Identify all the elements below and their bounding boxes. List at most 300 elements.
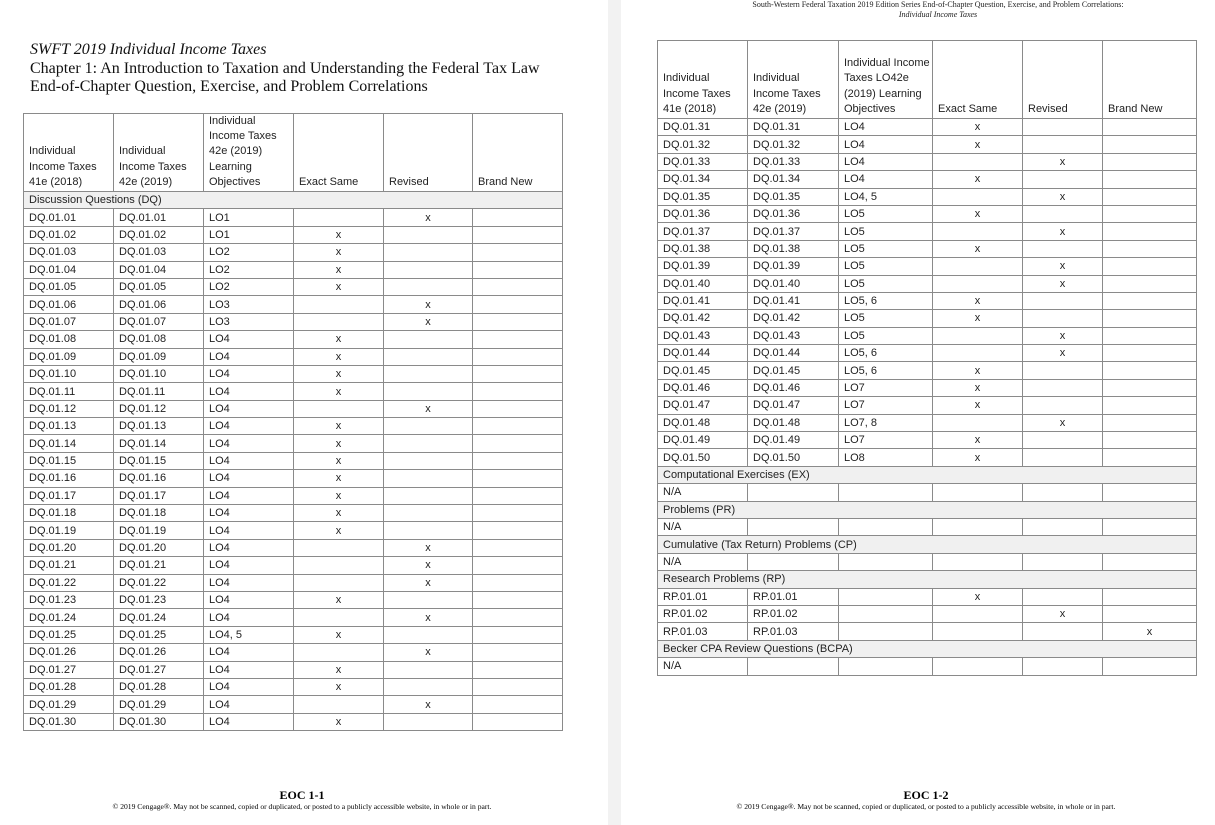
table-row — [658, 397, 1197, 414]
table-cell: DQ.01.33 — [748, 153, 839, 170]
table-cell: LO4 — [204, 609, 294, 626]
table-cell — [1103, 327, 1197, 344]
table-cell: x — [384, 696, 473, 713]
table-cell: LO4, 5 — [839, 188, 933, 205]
table-cell: DQ.01.45 — [748, 362, 839, 379]
table-cell: LO3 — [204, 313, 294, 330]
table-cell — [933, 484, 1023, 501]
table-cell: N/A — [658, 484, 748, 501]
table-cell: x — [933, 379, 1023, 396]
table-cell — [1103, 432, 1197, 449]
section-label: Discussion Questions (DQ) — [24, 192, 563, 209]
table-cell: x — [294, 470, 384, 487]
table-cell: DQ.01.26 — [114, 644, 204, 661]
table-cell: LO7 — [839, 397, 933, 414]
table-cell — [839, 623, 933, 640]
table-cell: DQ.01.27 — [24, 661, 114, 678]
table-cell: DQ.01.36 — [658, 205, 748, 222]
table-cell: x — [933, 397, 1023, 414]
table-row — [658, 119, 1197, 136]
running-head-line2: Individual Income Taxes — [898, 9, 978, 19]
table-cell — [473, 696, 563, 713]
table-cell — [384, 452, 473, 469]
document-title — [30, 41, 540, 97]
table-cell: x — [294, 713, 384, 730]
table-cell: DQ.01.20 — [24, 539, 114, 556]
table-cell: DQ.01.02 — [114, 226, 204, 243]
table-cell — [384, 365, 473, 382]
table-cell: DQ.01.05 — [24, 278, 114, 295]
section-row — [658, 640, 1197, 657]
table-cell: DQ.01.33 — [658, 153, 748, 170]
table-cell: x — [294, 244, 384, 261]
table-cell: DQ.01.39 — [658, 258, 748, 275]
table-cell: x — [933, 362, 1023, 379]
table-cell: DQ.01.12 — [24, 400, 114, 417]
table-cell: LO4 — [204, 348, 294, 365]
table-cell — [473, 539, 563, 556]
table-cell — [1103, 605, 1197, 622]
table-cell — [294, 400, 384, 417]
table-row — [24, 678, 563, 695]
table-cell — [1023, 432, 1103, 449]
table-cell — [294, 574, 384, 591]
section-row — [658, 571, 1197, 588]
table-cell — [1103, 397, 1197, 414]
table-cell: DQ.01.25 — [114, 626, 204, 643]
table-cell: x — [1023, 275, 1103, 292]
table-row — [658, 518, 1197, 535]
table-cell — [1023, 658, 1103, 675]
table-cell: DQ.01.05 — [114, 278, 204, 295]
table-cell: LO4 — [204, 713, 294, 730]
table-cell: LO5, 6 — [839, 345, 933, 362]
table-cell: x — [1023, 188, 1103, 205]
table-row — [658, 379, 1197, 396]
table-cell: DQ.01.38 — [658, 240, 748, 257]
table-cell — [384, 592, 473, 609]
table-cell: DQ.01.15 — [24, 452, 114, 469]
table-cell: DQ.01.50 — [658, 449, 748, 466]
table-cell: DQ.01.43 — [748, 327, 839, 344]
table-cell: DQ.01.08 — [24, 331, 114, 348]
table-row — [24, 313, 563, 330]
page-number: EOC 1-1 — [279, 788, 325, 802]
table-cell — [1023, 379, 1103, 396]
table-cell: DQ.01.41 — [658, 292, 748, 309]
table-cell — [473, 522, 563, 539]
table-cell: DQ.01.26 — [24, 644, 114, 661]
column-header: Individual Income Taxes 41e (2018) — [658, 41, 748, 119]
table-cell: DQ.01.39 — [748, 258, 839, 275]
table-cell: LO5 — [839, 275, 933, 292]
page-eoc-1-2 — [621, 0, 1215, 825]
table-cell: x — [294, 348, 384, 365]
column-header: Individual Income Taxes LO42e (2019) Learning Objectives — [839, 41, 933, 119]
table-row — [24, 661, 563, 678]
table-cell — [1103, 518, 1197, 535]
table-cell: DQ.01.40 — [748, 275, 839, 292]
table-cell: DQ.01.14 — [114, 435, 204, 452]
table-cell — [473, 365, 563, 382]
table-cell: DQ.01.17 — [24, 487, 114, 504]
table-cell: x — [933, 432, 1023, 449]
copyright-notice: © 2019 Cengage®. May not be scanned, copied or duplicated, or posted to a publicly accessible website, in whole or in part. — [736, 802, 1116, 811]
column-header: Individual Income Taxes 42e (2019) — [748, 41, 839, 119]
table-cell: x — [933, 119, 1023, 136]
section-row — [658, 466, 1197, 483]
table-row — [658, 658, 1197, 675]
table-cell — [839, 518, 933, 535]
table-cell: x — [384, 557, 473, 574]
table-cell: DQ.01.30 — [24, 713, 114, 730]
column-header: Exact Same — [933, 41, 1023, 119]
table-cell: x — [384, 400, 473, 417]
table-cell: x — [294, 661, 384, 678]
table-cell — [933, 223, 1023, 240]
table-cell: DQ.01.47 — [658, 397, 748, 414]
table-cell: x — [1103, 623, 1197, 640]
table-row — [24, 383, 563, 400]
table-cell: LO4 — [204, 470, 294, 487]
table-row — [658, 327, 1197, 344]
table-cell: RP.01.03 — [748, 623, 839, 640]
table-row — [24, 487, 563, 504]
table-cell: LO5 — [839, 258, 933, 275]
table-cell: x — [294, 383, 384, 400]
table-cell: DQ.01.21 — [114, 557, 204, 574]
table-cell: DQ.01.35 — [748, 188, 839, 205]
table-cell — [294, 539, 384, 556]
table-cell: DQ.01.13 — [114, 418, 204, 435]
table-cell: DQ.01.09 — [24, 348, 114, 365]
table-row — [24, 226, 563, 243]
table-row — [24, 626, 563, 643]
table-cell: DQ.01.40 — [658, 275, 748, 292]
table-cell: LO4 — [204, 400, 294, 417]
page-footer — [0, 789, 606, 811]
table-cell: DQ.01.18 — [24, 505, 114, 522]
table-cell: LO2 — [204, 244, 294, 261]
table-cell — [384, 244, 473, 261]
table-cell: x — [933, 205, 1023, 222]
table-cell — [933, 327, 1023, 344]
table-cell — [294, 209, 384, 226]
table-cell — [473, 296, 563, 313]
table-cell: LO5 — [839, 223, 933, 240]
table-cell: DQ.01.04 — [114, 261, 204, 278]
table-cell — [294, 644, 384, 661]
table-cell: DQ.01.19 — [114, 522, 204, 539]
table-cell: x — [933, 588, 1023, 605]
table-cell — [473, 435, 563, 452]
table-cell: LO4 — [204, 592, 294, 609]
table-row — [658, 553, 1197, 570]
section-row — [658, 536, 1197, 553]
table-cell — [839, 553, 933, 570]
table-cell: x — [1023, 153, 1103, 170]
table-cell: DQ.01.07 — [114, 313, 204, 330]
table-cell — [473, 557, 563, 574]
table-cell: x — [1023, 223, 1103, 240]
table-cell — [1023, 119, 1103, 136]
table-cell: DQ.01.03 — [24, 244, 114, 261]
table-cell: DQ.01.25 — [24, 626, 114, 643]
table-cell: DQ.01.47 — [748, 397, 839, 414]
table-cell: DQ.01.29 — [24, 696, 114, 713]
table-cell: DQ.01.20 — [114, 539, 204, 556]
table-cell: x — [384, 539, 473, 556]
table-cell: DQ.01.16 — [24, 470, 114, 487]
table-cell: DQ.01.37 — [748, 223, 839, 240]
table-cell — [1023, 623, 1103, 640]
table-row — [24, 435, 563, 452]
table-cell: DQ.01.18 — [114, 505, 204, 522]
table-cell: N/A — [658, 658, 748, 675]
table-cell: DQ.01.31 — [658, 119, 748, 136]
table-row — [658, 623, 1197, 640]
table-cell — [748, 553, 839, 570]
table-cell — [1103, 153, 1197, 170]
table-row — [24, 331, 563, 348]
table-cell — [933, 275, 1023, 292]
table-cell: LO1 — [204, 226, 294, 243]
table-cell: x — [294, 452, 384, 469]
table-cell: DQ.01.22 — [114, 574, 204, 591]
table-cell: LO4 — [204, 539, 294, 556]
table-cell — [1103, 310, 1197, 327]
table-row — [24, 539, 563, 556]
table-cell: DQ.01.15 — [114, 452, 204, 469]
table-row — [24, 209, 563, 226]
table-row — [658, 605, 1197, 622]
table-cell — [384, 505, 473, 522]
table-cell: DQ.01.13 — [24, 418, 114, 435]
table-cell — [748, 658, 839, 675]
table-cell — [384, 522, 473, 539]
table-cell: DQ.01.10 — [114, 365, 204, 382]
table-cell — [1023, 136, 1103, 153]
table-cell — [294, 296, 384, 313]
table-cell — [1103, 119, 1197, 136]
table-cell — [933, 345, 1023, 362]
table-row — [24, 452, 563, 469]
table-row — [24, 522, 563, 539]
table-cell — [473, 678, 563, 695]
table-cell: RP.01.01 — [748, 588, 839, 605]
table-cell — [473, 278, 563, 295]
table-row — [658, 310, 1197, 327]
table-cell — [384, 661, 473, 678]
table-row — [24, 348, 563, 365]
running-head-line1: South-Western Federal Taxation 2019 Edition Series End-of-Chapter Question, Exercise, and Problem Correlations: — [752, 0, 1124, 9]
table-cell — [1103, 205, 1197, 222]
table-cell — [384, 487, 473, 504]
table-row — [658, 223, 1197, 240]
table-cell: LO1 — [204, 209, 294, 226]
table-cell: x — [294, 418, 384, 435]
table-cell: LO4 — [204, 696, 294, 713]
table-cell — [473, 400, 563, 417]
table-cell — [294, 313, 384, 330]
table-row — [658, 258, 1197, 275]
table-cell: x — [1023, 414, 1103, 431]
table-cell: x — [1023, 605, 1103, 622]
table-cell: LO5, 6 — [839, 292, 933, 309]
table-cell — [1023, 205, 1103, 222]
table-cell — [933, 605, 1023, 622]
table-cell — [384, 278, 473, 295]
table-cell: x — [294, 365, 384, 382]
table-cell — [933, 153, 1023, 170]
table-cell — [839, 658, 933, 675]
table-cell — [1103, 292, 1197, 309]
table-cell — [933, 553, 1023, 570]
table-cell: LO7 — [839, 379, 933, 396]
table-cell: LO2 — [204, 261, 294, 278]
table-cell — [839, 588, 933, 605]
page-number: EOC 1-2 — [903, 788, 949, 802]
table-cell — [294, 609, 384, 626]
table-cell: LO4 — [839, 171, 933, 188]
table-cell — [473, 226, 563, 243]
title-chapter: Chapter 1: An Introduction to Taxation and Understanding the Federal Tax Law — [30, 59, 540, 77]
table-row — [24, 696, 563, 713]
table-cell: DQ.01.04 — [24, 261, 114, 278]
table-row — [24, 400, 563, 417]
table-cell — [473, 418, 563, 435]
table-cell — [933, 258, 1023, 275]
table-cell — [1023, 362, 1103, 379]
table-cell: LO4, 5 — [204, 626, 294, 643]
table-cell: RP.01.03 — [658, 623, 748, 640]
table-cell: DQ.01.31 — [748, 119, 839, 136]
table-cell: DQ.01.24 — [114, 609, 204, 626]
title-subtitle: End-of-Chapter Question, Exercise, and Problem Correlations — [30, 78, 428, 95]
table-row — [24, 505, 563, 522]
table-row — [658, 240, 1197, 257]
table-row — [658, 171, 1197, 188]
table-cell: LO4 — [204, 661, 294, 678]
column-header: Exact Same — [294, 114, 384, 192]
table-cell — [1023, 553, 1103, 570]
table-row — [658, 275, 1197, 292]
table-cell — [384, 435, 473, 452]
table-cell: LO4 — [204, 557, 294, 574]
table-cell: DQ.01.49 — [748, 432, 839, 449]
table-cell: LO2 — [204, 278, 294, 295]
table-row — [24, 644, 563, 661]
table-cell — [1103, 553, 1197, 570]
table-cell: LO4 — [204, 365, 294, 382]
table-cell: x — [294, 487, 384, 504]
table-cell — [473, 470, 563, 487]
table-cell — [1103, 362, 1197, 379]
table-cell: DQ.01.24 — [24, 609, 114, 626]
table-cell: DQ.01.16 — [114, 470, 204, 487]
table-cell: DQ.01.45 — [658, 362, 748, 379]
table-cell: DQ.01.50 — [748, 449, 839, 466]
table-row — [24, 609, 563, 626]
table-cell — [1103, 588, 1197, 605]
table-cell: LO4 — [204, 383, 294, 400]
table-cell: DQ.01.22 — [24, 574, 114, 591]
table-row — [24, 713, 563, 730]
table-cell: DQ.01.09 — [114, 348, 204, 365]
table-cell — [473, 592, 563, 609]
table-cell: x — [933, 136, 1023, 153]
table-cell — [1023, 240, 1103, 257]
section-label: Computational Exercises (EX) — [658, 466, 1197, 483]
table-cell: x — [384, 644, 473, 661]
table-cell: x — [384, 209, 473, 226]
table-cell — [384, 348, 473, 365]
table-cell: DQ.01.44 — [748, 345, 839, 362]
table-row — [658, 345, 1197, 362]
section-label: Becker CPA Review Questions (BCPA) — [658, 640, 1197, 657]
section-label: Research Problems (RP) — [658, 571, 1197, 588]
table-cell — [473, 331, 563, 348]
table-cell: DQ.01.06 — [24, 296, 114, 313]
column-header: Brand New — [473, 114, 563, 192]
table-cell: DQ.01.29 — [114, 696, 204, 713]
table-row — [24, 470, 563, 487]
table-cell: x — [384, 296, 473, 313]
table-cell: DQ.01.01 — [114, 209, 204, 226]
table-cell: DQ.01.11 — [114, 383, 204, 400]
table-cell — [384, 626, 473, 643]
table-cell: x — [933, 292, 1023, 309]
table-cell: x — [933, 449, 1023, 466]
table-cell: DQ.01.32 — [658, 136, 748, 153]
table-cell — [933, 623, 1023, 640]
table-row — [24, 296, 563, 313]
table-cell: DQ.01.43 — [658, 327, 748, 344]
table-cell: RP.01.02 — [748, 605, 839, 622]
table-cell: LO4 — [839, 136, 933, 153]
table-cell — [1023, 518, 1103, 535]
table-cell: LO7 — [839, 432, 933, 449]
table-cell: DQ.01.02 — [24, 226, 114, 243]
table-cell — [384, 418, 473, 435]
table-cell — [473, 574, 563, 591]
table-cell: DQ.01.01 — [24, 209, 114, 226]
table-cell: RP.01.02 — [658, 605, 748, 622]
table-cell — [384, 261, 473, 278]
running-head — [621, 0, 1215, 19]
table-cell: DQ.01.46 — [658, 379, 748, 396]
table-cell — [1023, 292, 1103, 309]
column-header: Individual Income Taxes 41e (2018) — [24, 114, 114, 192]
table-row — [658, 188, 1197, 205]
table-cell: DQ.01.07 — [24, 313, 114, 330]
table-cell — [933, 414, 1023, 431]
correlation-table-2 — [657, 40, 1197, 676]
table-cell: x — [1023, 258, 1103, 275]
table-row — [658, 484, 1197, 501]
table-cell — [1023, 484, 1103, 501]
table-cell: LO4 — [204, 522, 294, 539]
table-cell: x — [294, 505, 384, 522]
table-cell: DQ.01.49 — [658, 432, 748, 449]
table-cell: x — [933, 240, 1023, 257]
table-cell: DQ.01.03 — [114, 244, 204, 261]
table-cell: DQ.01.42 — [658, 310, 748, 327]
column-header: Individual Income Taxes 42e (2019) — [114, 114, 204, 192]
table-cell — [1103, 345, 1197, 362]
table-cell — [1103, 658, 1197, 675]
table-cell: x — [933, 310, 1023, 327]
